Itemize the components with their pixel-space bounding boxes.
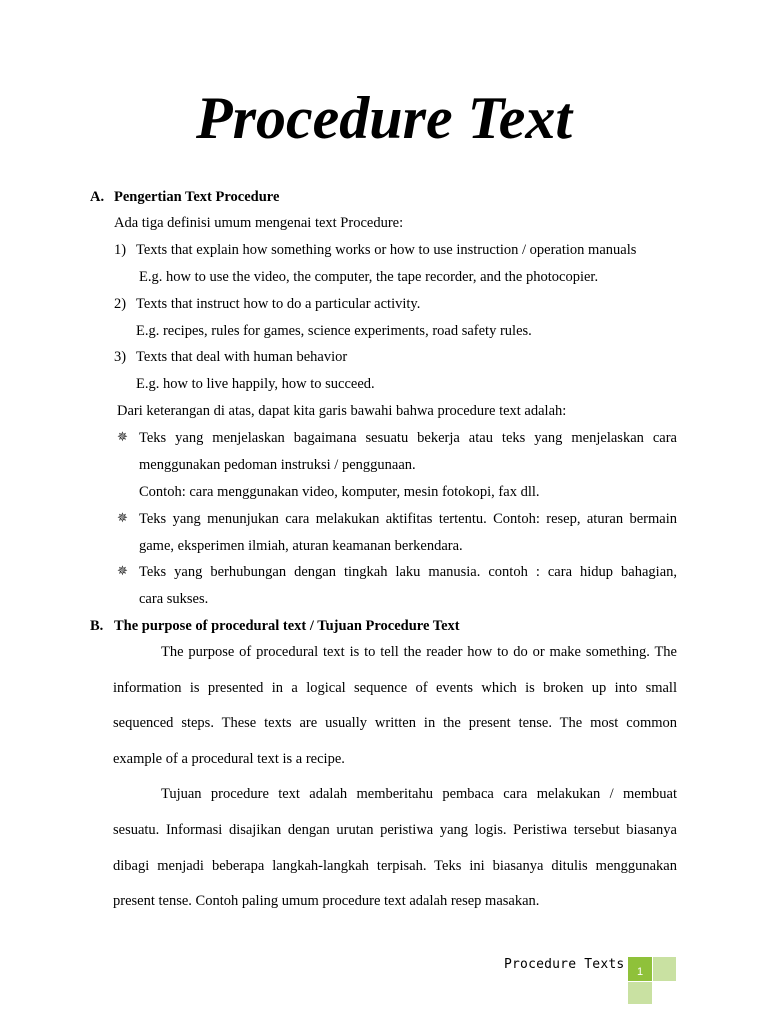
list-item-example: E.g. how to live happily, how to succeed. [136,376,375,392]
list-item-number: 2) [114,296,127,312]
paragraph-line: information is presented in a logical sequence of events which is broken up into small [113,680,677,696]
list-item-example: E.g. recipes, rules for games, science experiments, road safety rules. [136,323,532,339]
bullet-text: Teks yang menunjukan cara melakukan aktifitas tertentu. Contoh: resep, aturan bermain [139,511,677,527]
bullet-example: Contoh: cara menggunakan video, komputer, mesin fotokopi, fax dll. [139,484,540,500]
section-a-intro: Ada tiga definisi umum mengenai text Procedure: [114,215,404,231]
section-b-heading: The purpose of procedural text / Tujuan Procedure Text [114,618,460,634]
list-item-example: E.g. how to use the video, the computer, the tape recorder, and the photocopier. [139,269,599,285]
paragraph-line: The purpose of procedural text is to tell the reader how to do or make something. The [161,644,677,660]
paragraph-line: Tujuan procedure text adalah memberitahu pembaca cara melakukan / membuat [161,786,677,802]
asterisk-bullet-icon: ✵ [117,511,128,526]
list-item-number: 3) [114,349,127,365]
paragraph-line: sesuatu. Informasi disajikan dengan urutan peristiwa yang logis. Peristiwa tersebut biasanya [113,822,677,838]
bullet-text: game, eksperimen ilmiah, aturan keamanan berkendara. [139,538,463,554]
asterisk-bullet-icon: ✵ [117,564,128,579]
bullet-text: cara sukses. [139,591,209,607]
page-title: Procedure Text [195,85,573,151]
footer-label: Procedure Texts [504,957,625,972]
paragraph-line: sequenced steps. These texts are usually written in the present tense. The most common [113,715,677,731]
section-a-letter: A. [90,189,105,205]
list-item-text: Texts that explain how something works or how to use instruction / operation manuals [136,242,637,258]
list-item-number: 1) [114,242,127,258]
asterisk-bullet-icon: ✵ [117,430,128,445]
bullet-text: Teks yang menjelaskan bagaimana sesuatu bekerja atau teks yang menjelaskan cara [139,430,677,446]
paragraph-line: example of a procedural text is a recipe. [113,751,345,767]
bullet-text: menggunakan pedoman instruksi / penggunaan. [139,457,416,473]
section-b-letter: B. [90,618,104,634]
list-item-text: Texts that instruct how to do a particular activity. [136,296,421,312]
page-decor-box [628,982,652,1004]
section-a-summary: Dari keterangan di atas, dapat kita garis bawahi bahwa procedure text adalah: [117,403,567,419]
page-number: 1 [636,966,644,978]
paragraph-line: present tense. Contoh paling umum procedure text adalah resep masakan. [113,893,540,909]
bullet-text: Teks yang berhubungan dengan tingkah laku manusia. contoh : cara hidup bahagian, [139,564,677,580]
page-decor-box [653,957,676,981]
section-a-heading: Pengertian Text Procedure [114,189,280,205]
paragraph-line: dibagi menjadi beberapa langkah-langkah terpisah. Teks ini biasanya ditulis menggunakan [113,858,677,874]
list-item-text: Texts that deal with human behavior [136,349,348,365]
